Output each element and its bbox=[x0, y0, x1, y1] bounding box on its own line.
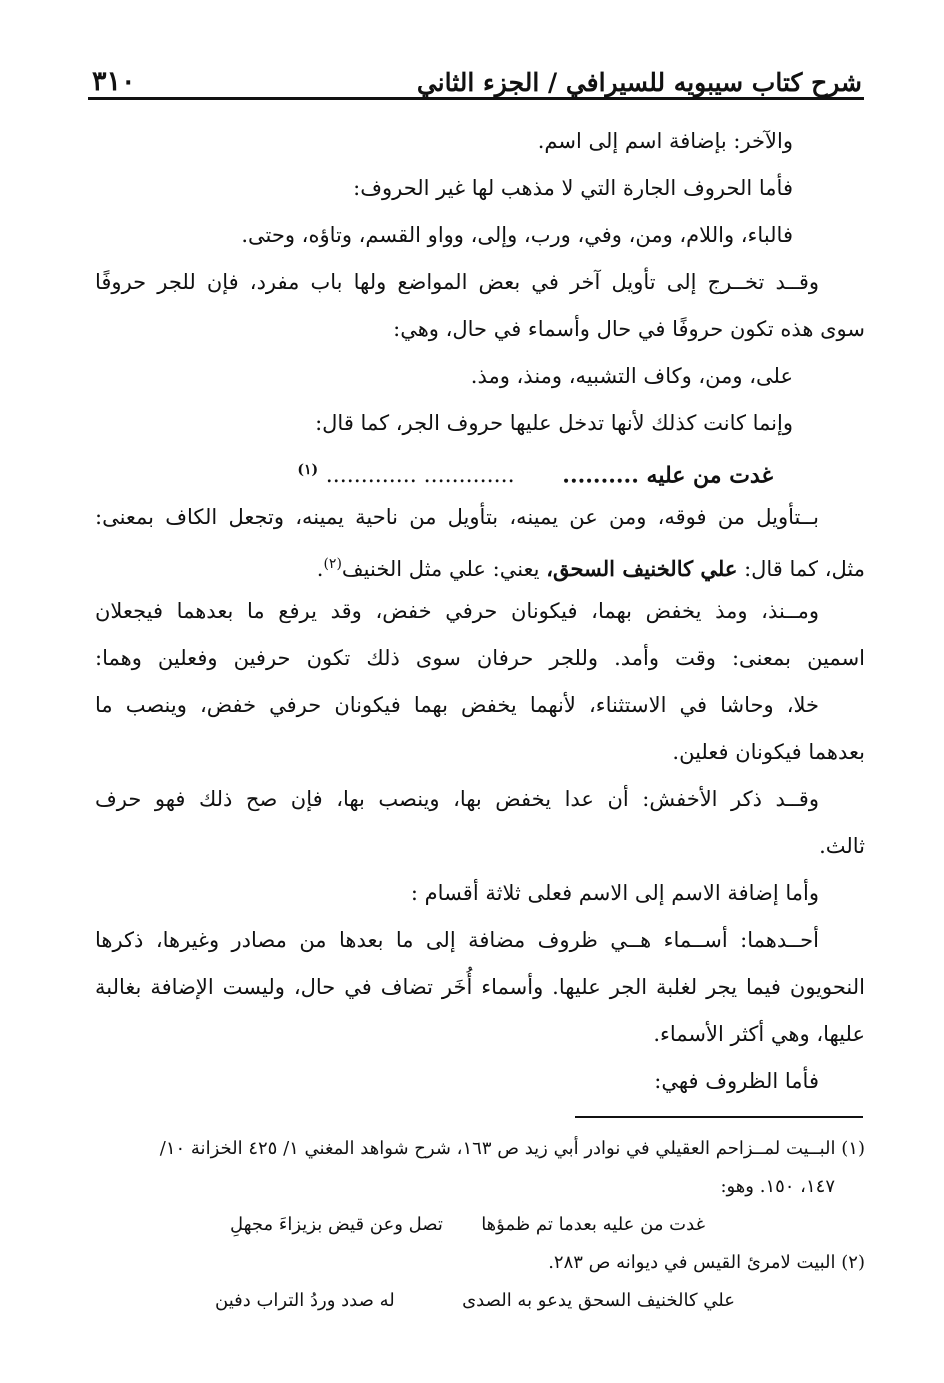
text-line: وإنما كانت كذلك لأنها تدخل عليها حروف الجر، كما قال: bbox=[315, 411, 793, 435]
text-line: فأما الظروف فهي: bbox=[654, 1069, 819, 1093]
text-span: مثل، كما قال: bbox=[737, 557, 865, 581]
header-rule bbox=[88, 97, 864, 100]
verse-dots: ............. ............. bbox=[325, 463, 515, 489]
text-line: وأما إضافة الاسم إلى الاسم فعلى ثلاثة أقسام : bbox=[410, 881, 819, 905]
main-text bbox=[95, 118, 865, 1105]
verse-line bbox=[95, 447, 865, 494]
text-span: يعني: علي مثل الخنيف bbox=[341, 557, 547, 581]
text-line: بــتأويل من فوقه، ومن عن يمينه، بتأويل من ناحية يمينه، وتجعل الكاف بمعنى: bbox=[95, 505, 819, 529]
verse-hemistich: تصل وعن قيض بزيزاءَ مجهلِ bbox=[230, 1214, 443, 1235]
text-line: عليها، وهي أكثر الأسماء. bbox=[653, 1022, 865, 1046]
text-line: فالباء، واللام، ومن، وفي، ورب، وإلى، وواو القسم، وتاؤه، وحتى. bbox=[241, 223, 793, 247]
footnote-verse bbox=[95, 1282, 865, 1320]
text-line: اسمين بمعنى: وقت وأمد. وللجر حرفان سوى ذلك تكون حرفين وفعلين وهما: bbox=[95, 646, 865, 670]
verse-hemistich: علي كالخنيف السحق يدعو به الصدى bbox=[462, 1290, 735, 1311]
text-line: ومــنذ، ومذ يخفض بهما، فيكونان حرفي خفض، وقد يرفع ما بعدهما فيجعلان bbox=[95, 599, 819, 623]
footnote-line: (١) البــيت لمــزاحم العقيلي في نوادر أبي زيد ص ١٦٣، شرح شواهد المغني ١/ ٤٢٥ الخزانة ١٠/ bbox=[159, 1138, 865, 1159]
footnote-marker: (٢) bbox=[323, 556, 342, 572]
running-title: شرح كتاب سيبويه للسيرافي / الجزء الثاني bbox=[416, 68, 862, 97]
footnote-line: ١٤٧، ١٥٠. وهو: bbox=[720, 1176, 835, 1197]
text-span: . bbox=[316, 557, 324, 581]
text-line: خلا، وحاشا في الاستثناء، لأنهما يخفض بهما فيكونان حرفي خفض، وينصب ما bbox=[95, 693, 819, 717]
text-line: على، ومن، وكاف التشبيه، ومنذ، ومذ. bbox=[470, 364, 793, 388]
footnote-rule bbox=[575, 1116, 863, 1118]
text-line: والآخر: بإضافة اسم إلى اسم. bbox=[537, 129, 793, 153]
text-line: بعدهما فيكونان فعلين. bbox=[672, 740, 865, 764]
verse-hemistich: غدت من عليه بعدما تم ظمؤها bbox=[481, 1214, 705, 1235]
quoted-verse: علي كالخنيف السحق، bbox=[546, 556, 738, 581]
text-line: أحــدهما: أســماء هــي ظروف مضافة إلى ما بعدها من مصادر وغيرها، ذكرها bbox=[95, 928, 819, 952]
text-line: ثالث. bbox=[819, 834, 865, 858]
text-line: النحويون فيما يجر لغلبة الجر عليها. وأسماء أُخَر تضاف في حال، وليست الإضافة بغالبة bbox=[95, 975, 865, 999]
text-line: فأما الحروف الجارة التي لا مذهب لها غير الحروف: bbox=[353, 176, 793, 200]
page-header bbox=[92, 55, 862, 97]
verse-hemistich: له صدد وردُ التراب دفين bbox=[215, 1290, 395, 1311]
footnote-marker: (١) bbox=[297, 462, 319, 478]
text-line bbox=[95, 541, 865, 588]
text-line: سوى هذه تكون حروفًا في حال وأسماء في حال، وهي: bbox=[393, 317, 865, 341]
text-line: وقــد تخــرج إلى تأويل آخر في بعض المواضع ولها باب مفرد، فإن للجر حروفًا bbox=[95, 270, 819, 294]
footnote-line: (٢) البيت لامرئ القيس في ديوانه ص ٢٨٣. bbox=[548, 1252, 865, 1273]
footnote-verse bbox=[95, 1206, 865, 1244]
verse-text: غدت من عليه .......... bbox=[562, 462, 773, 489]
page-number: ٣١٠ bbox=[92, 66, 136, 97]
footnotes bbox=[95, 1130, 865, 1320]
text-line: وقــد ذكر الأخفش: أن عدا يخفض بها، وينصب بها، فإن صح ذلك فهو حرف bbox=[95, 787, 819, 811]
